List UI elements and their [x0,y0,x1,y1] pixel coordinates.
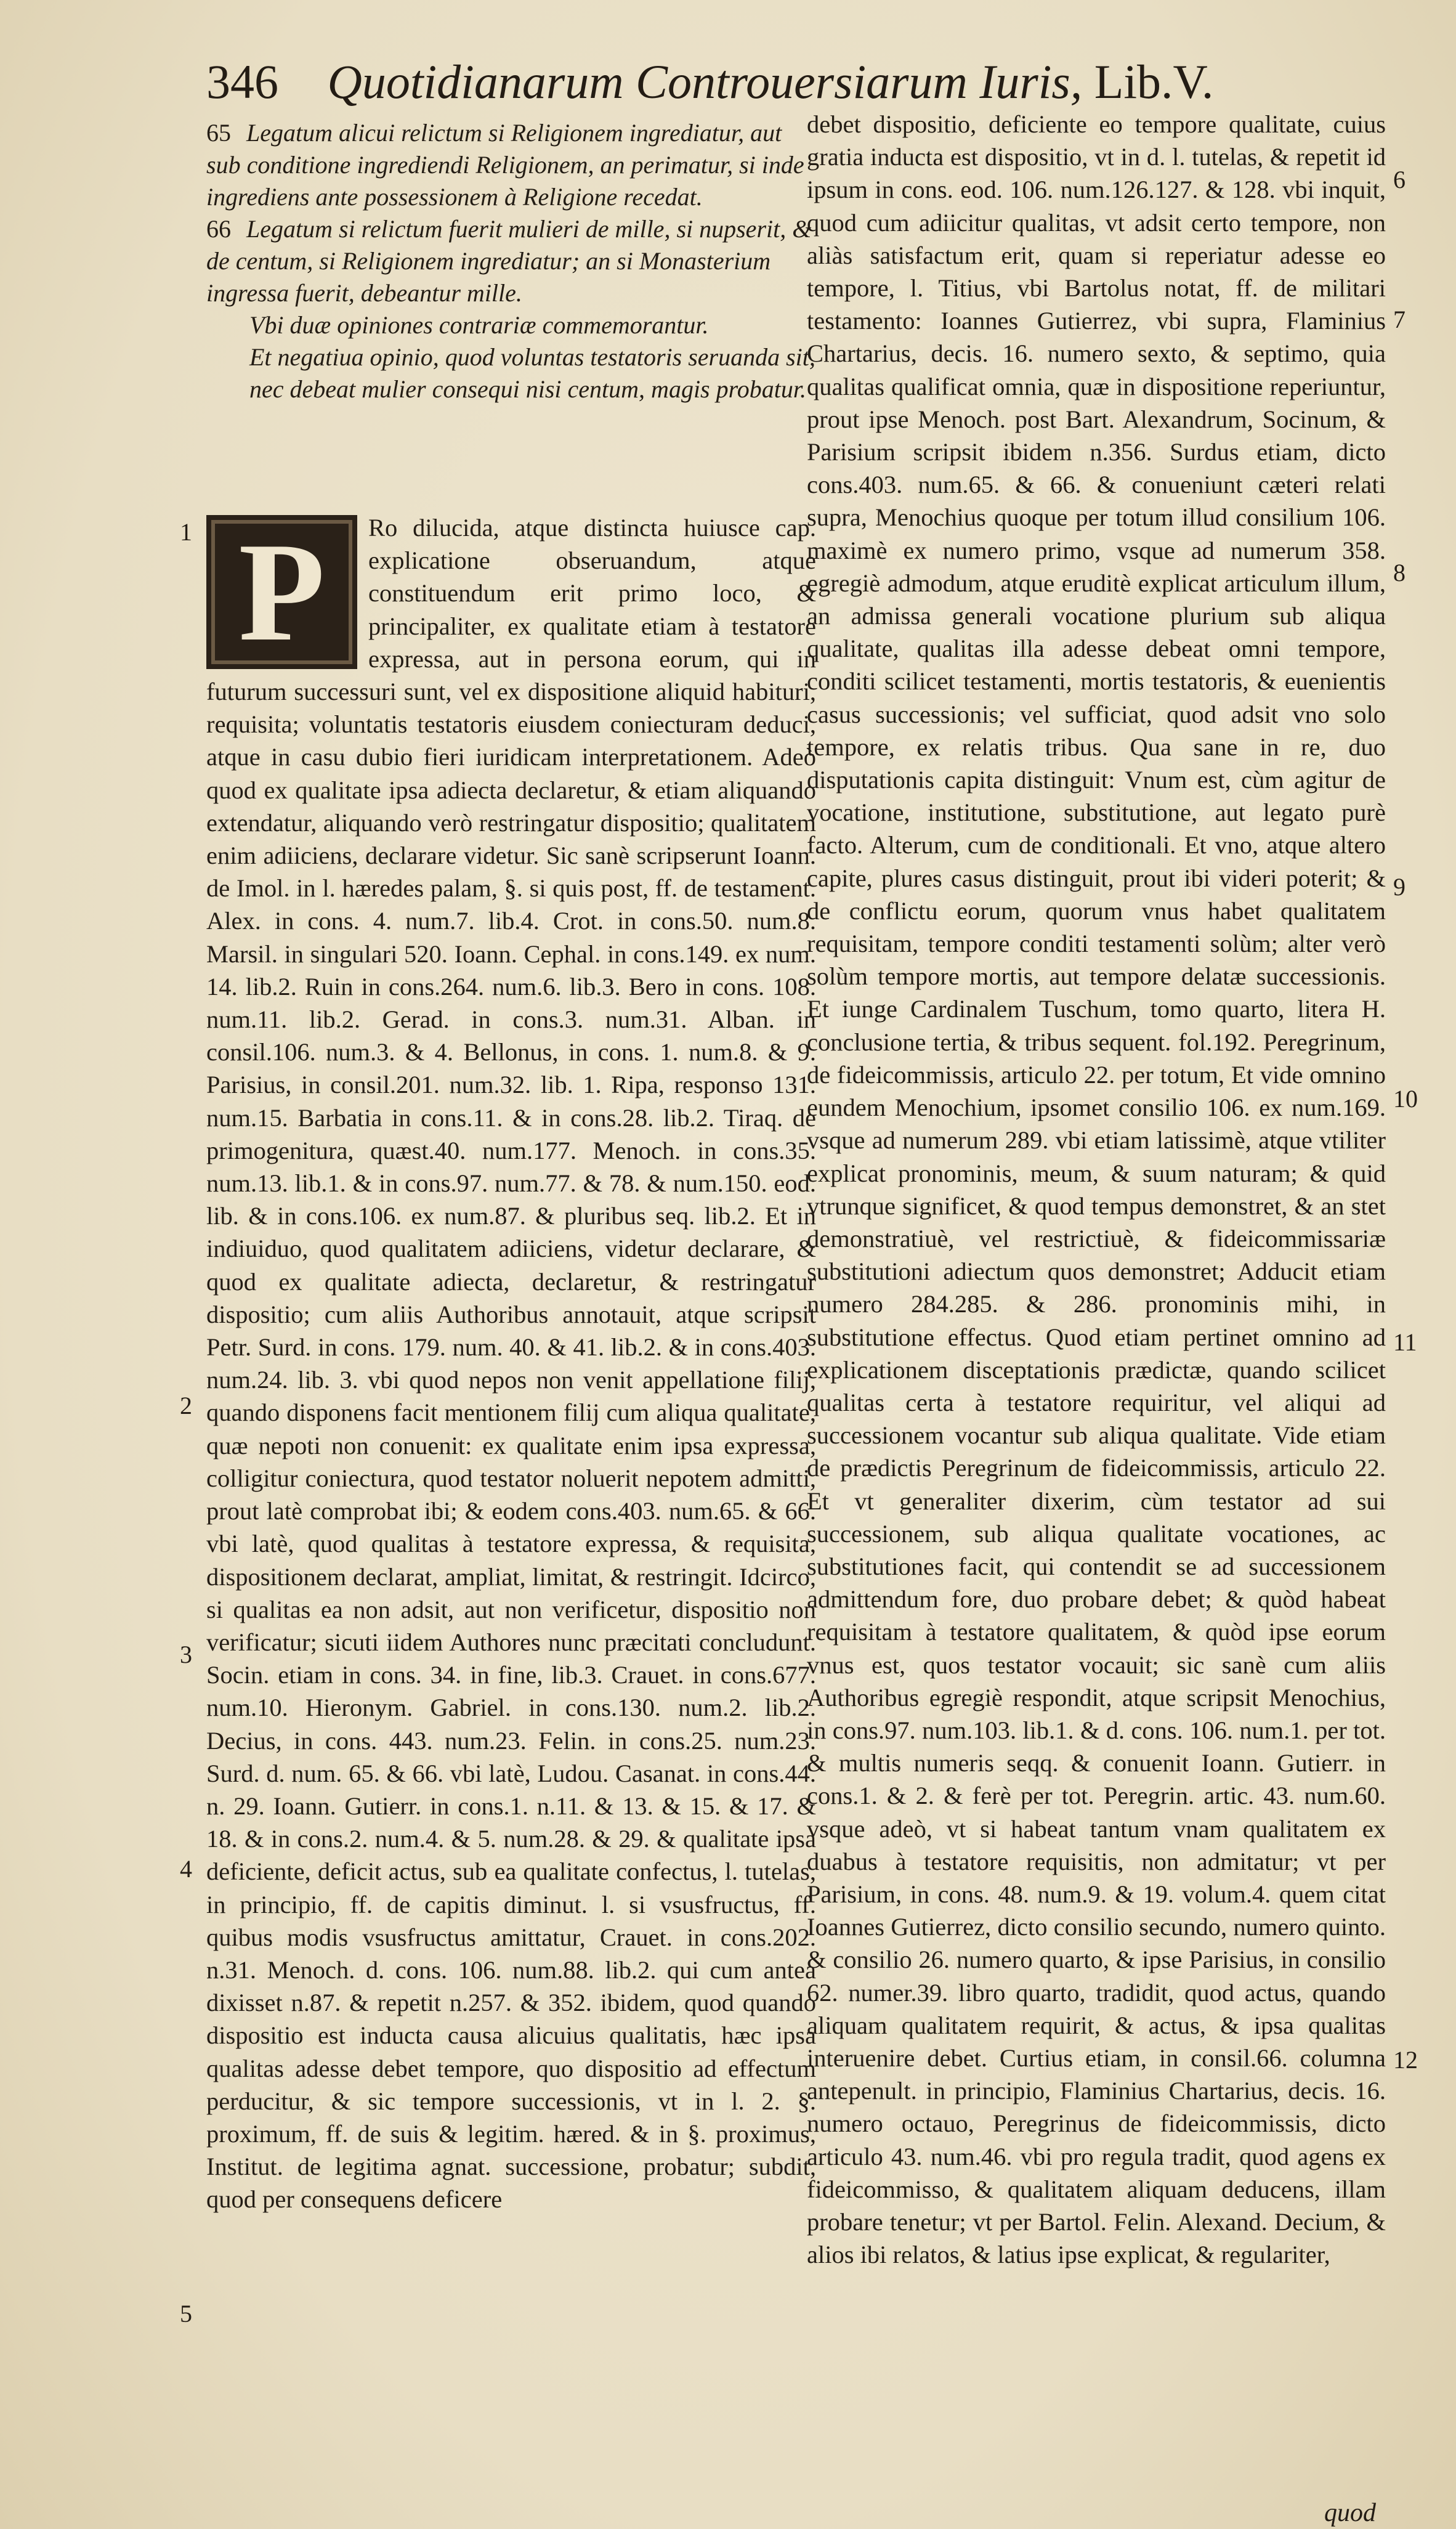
page-number: 346 [206,55,278,108]
summary-note: Vbi duæ opiniones contrariæ commemorantur. [249,311,709,339]
margin-number: 6 [1393,166,1405,193]
margin-number: 3 [180,1641,192,1668]
margin-number: 2 [180,1392,192,1419]
summary-note: Et negatiua opinio, quod voluntas testatoris seruanda sit, nec debeat mulier consequi nisi centum, magis probatur. [249,343,815,403]
running-header [206,48,1377,116]
right-column-text: debet dispositio, deficiente eo tempore qualitate, cuius gratia inducta est dispositio, vt in d. l. tutelas, & repetit id ipsum in cons. eod. 106. num.126.127. & 128. vbi inquit, quod cum adiicitur qualitas, vt adsit certo tempore, non aliàs satisfactum erit, quam si reperiatur adesse eo tempore, l. Titius, vbi Bartolus notat, ff. de militari testamento: Ioannes Gutierrez, vbi supra, Flaminius Chartarius, decis. 16. numero sexto, & septimo, quia qualitas qualificat omnia, quæ in dispositione reperiuntur, prout ipse Menoch. post Bart. Alexandrum, Socinum, & Parisium scripsit ibidem n.356. Surdus etiam, dicto cons.403. num.65. & 66. & conueniunt cæteri relati supra, Menochius quoque per totum illud consilium 106. maximè ex numero primo, vsque ad numerum 358. egregiè admodum, atque eruditè explicat articulum illum, an admissa generali vocatione plurium sub aliqua qualitate, qualitas illa adesse debeat omni tempore, conditi scilicet testamenti, mortis testatoris, & euenientis casus successionis; vel sufficiat, quod adsit vno solo tempore, ex relatis tribus. Qua sane in re, duo disputationis capita distinguit: Vnum est, cùm agitur de vocatione, institutione, substitutione, aut legato purè facto. Alterum, cum de conditionali. Et vno, atque altero capite, plures casus distinguit, prout ibi videri poterit; & de conflictu eorum, quorum vnus habet qualitatem requisitam, tempore conditi testamenti solùm; alter verò solùm tempore mortis, aut tempore delatæ successionis. Et iunge Cardinalem Tuschum, tomo quarto, litera H. conclusione tertia, & tribus sequent. fol.192. Peregrinum, de fideicommissis, articulo 22. per totum, Et vide omnino eundem Menochium, ipsomet consilio 106. ex num.169. vsque ad numerum 289. vbi etiam latissimè, atque vtiliter explicat pronominis, meum, & suum naturam; & quid vtrunque significet, & quod tempus demonstret, & an stet demonstratiuè, vel restrictiuè, & fideicommissariæ substitutioni adiectum quos demonstret; Adducit etiam numero 284.285. & 286. pronominis mihi, in substitutione effectus. Quod etiam pertinet omnino ad explicationem disceptationis prædictæ, quando scilicet qualitas certa à testatore requiritur, vel aliqui ad successionem vocantur sub aliqua qualitate. Vide etiam de prædictis Peregrinum de fideicommissis, articulo 22. Et vt generaliter dixerim, cùm testator ad sui successionem, sub aliqua qualitate vocationes, ac substitutiones facit, qui contendit se ad successionem admittendum fore, duo probare debet; & quòd habeat requisitam à testatore qualitatem, & quòd ipse eorum vnus est, quos testator vocauit; sic sanè cum aliis Authoribus egregiè respondit, atque scripsit Menochius, in cons.97. num.103. lib.1. & d. cons. 106. num.1. per tot. & multis numeris seqq. & conuenit Ioann. Gutierr. in cons.1. & 2. & ferè per tot. Peregrin. artic. 43. num.60. vsque adeò, vt si habeat tantum vnam qualitatem ex duabus à testatore requisitis, non admitatur; vt per Parisium, in cons. 48. num.9. & 19. volum.4. quem citat Ioannes Gutierrez, dicto consilio secundo, numero quinto. & consilio 26. numero quarto, & ipse Parisius, in consilio 62. numer.39. libro quarto, tradidit, quod actus, quando aliquam qualitatem requirit, & actus, & ipsa qualitas interuenire debet. Curtius etiam, in consil.66. columna antepenult. in principio, Flaminius Chartarius, decis. 16. numero octauo, Peregrinus de fideicommissis, dicto articulo 43. num.46. vbi pro regula tradit, quod agens ex fideicommisso, & qualitatem aliquam deducens, illam probare tenetur; vt per Bartol. Felin. Alexand. Decium, & alios ibi relatos, & latius ipse explicat, & regulariter, [807,110,1386,2269]
margin-number: 12 [1393,2046,1418,2074]
running-title: Quotidianarum Controuersiarum Iuris, [327,55,1083,108]
margin-number: 4 [180,1855,192,1883]
margin-number: 11 [1393,1328,1417,1356]
book-label: Lib.V. [1094,55,1214,108]
summary-item: 66 Legatum si relictum fuerit mulieri de mille, si nupserit, & de centum, si Religionem ingrediatur; an si Monasterium ingressa fuerit, debeantur mille. [206,215,812,307]
decorated-initial: P [206,515,357,669]
margin-number: 1 [180,518,192,546]
margin-number: 8 [1393,559,1405,587]
catchword: quod [1324,2499,1376,2527]
margin-number: 7 [1393,306,1405,333]
right-column [807,108,1386,2271]
left-column-text: Ro dilucida, atque distincta huiusce cap. explicatione obseruandum, atque constituendum erit primo loco, & principaliter, ex qualitate etiam à testatore expressa, aut in persona eorum, qui in futurum successuri sunt, vel ex dispositione aliquid habituri, requisita; voluntatis testatoris eiusdem coniecturam deduci, atque in casu dubio fieri iuridicam interpretationem. Adeò quod ex qualitate ipsa adiecta declaretur, & etiam aliquando extendatur, aliquando verò restringatur dispositio; qualitatem enim adiiciens, declarare videtur. Sic sanè scripserunt Ioann. de Imol. in l. hæredes palam, §. si quis post, ff. de testament. Alex. in cons. 4. num.7. lib.4. Crot. in cons.50. num.8. Marsil. in singulari 520. Ioann. Cephal. in cons.149. ex num. 14. lib.2. Ruin in cons.264. num.6. lib.3. Bero in cons. 108. num.11. lib.2. Gerad. in cons.3. num.31. Alban. in consil.106. num.3. & 4. Bellonus, in cons. 1. num.8. & 9. Parisius, in consil.201. num.32. lib. 1. Ripa, responso 131. num.15. Barbatia in cons.11. & in cons.28. lib.2. Tiraq. de primogenitura, quæst.40. num.177. Menoch. in cons.35. num.13. lib.1. & in cons.97. num.77. & 78. & num.150. eod. lib. & in cons.106. ex num.87. & pluribus seq. lib.2. Et in indiuiduo, quod qualitatem adiiciens, videtur declarare, & quod ex qualitate adiecta, declaretur, & restringatur dispositio; cum aliis Authoribus annotauit, atque scripsit Petr. Surd. in cons. 179. num. 40. & 41. lib.2. & in cons.403. num.24. lib. 3. vbi quod nepos non venit appellatione filij, quando disponens facit mentionem filij cum aliqua qualitate, quæ nepoti non conuenit: ex qualitate enim ipsa expressa, colligitur coniectura, quod testator noluerit nepotem admitti, prout latè comprobat ibi; & eodem cons.403. num.65. & 66. vbi latè, quod qualitas à testatore expressa, & requisita, dispositionem declarat, ampliat, limitat, & restringit. Idcirco, si qualitas ea non adsit, aut non verificetur, dispositio non verificatur; sicuti iidem Authores nunc præcitati concludunt. Socin. etiam in cons. 34. in fine, lib.3. Crauet. in cons.677. num.10. Hieronym. Gabriel. in cons.130. num.2. lib.2. Decius, in cons. 443. num.23. Felin. in cons.25. num.23. Surd. d. num. 65. & 66. vbi latè, Ludou. Casanat. in cons.44. n. 29. Ioann. Gutierr. in cons.1. n.11. & 13. & 15. & 17. & 18. & in cons.2. num.4. & 5. num.28. & 29. & qualitate ipsa deficiente, deficit actus, sub ea qualitate confectus, l. tutelas, in principio, ff. de capitis diminut. l. si vsusfructus, ff. quibus modis vsusfructus amittatur, Crauet. in cons.202. n.31. Menoch. d. cons. 106. num.88. lib.2. qui cum antea dixisset n.87. & repetit n.257. & 352. ibidem, quod quando dispositio est inducta causa alicuius qualitatis, hæc ipsa qualitas adesse debet tempore, quo dispositio ad effectum perducitur, & sic tempore successionis, vt in l. 2. §. proximum, ff. de suis & legitim. hæred. & in §. proximus, Institut. de legitima agnat. successione, probatur; subdit, quod per consequens deficere [206,514,816,2214]
margin-number: 5 [180,2300,192,2328]
margin-number: 9 [1393,873,1405,901]
chapter-summary [206,117,819,405]
margin-number: 10 [1393,1085,1418,1113]
left-column [206,511,816,2216]
summary-item: 65 Legatum alicui relictum si Religionem ingrediatur, aut sub conditione ingrediendi Religionem, an perimatur, si inde ingrediens ante possessionem à Religione recedat. [206,119,804,211]
